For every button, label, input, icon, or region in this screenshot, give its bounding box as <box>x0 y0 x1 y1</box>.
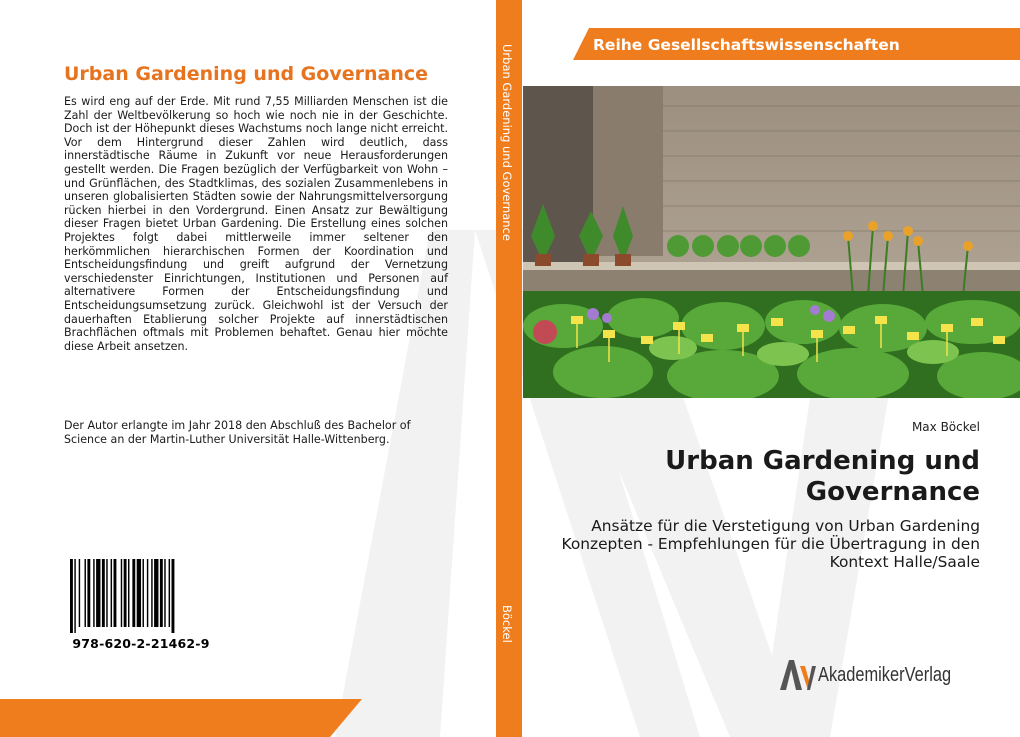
barcode-bar <box>147 559 148 627</box>
back-cover-orange-stripe <box>0 699 362 737</box>
barcode-bar <box>121 559 122 627</box>
akademikerverlag-logo-icon <box>780 660 816 690</box>
barcode-bar <box>87 559 90 627</box>
barcode-bar <box>124 559 127 627</box>
barcode-bar <box>114 559 117 627</box>
barcode-bar <box>74 559 75 633</box>
barcode-bar <box>160 559 163 627</box>
back-cover-title: Urban Gardening und Governance <box>64 63 428 85</box>
barcode-bar <box>93 559 94 627</box>
barcode-icon <box>70 559 212 633</box>
publisher-name: AkademikerVerlag <box>818 664 952 686</box>
barcode-bar <box>102 559 105 627</box>
front-cover-author: Max Böckel <box>911 420 980 434</box>
isbn-number: 978-620-2-21462-9 <box>72 636 210 651</box>
barcode-bar <box>96 559 100 627</box>
back-cover-blurb: Es wird eng auf der Erde. Mit rund 7,55 Milliarden Menschen ist die Zahl der Weltbevölkerung so hoch wie noch nie in der Geschichte. Doch ist der Höhepunkt dieses Wachstums noch lange nicht erreicht. Vor dem Hintergrund dieser Zahlen wird deutlich, dass innerstädtische Räume in Zukunft vor neue Herausforderungen gestellt werden. Die Fragen bezüglich der Verfügbarkeit von Wohn – und Grünflächen, des Stadtklimas, des sozialen Zusammenlebens in unseren globalisierten Städten sowie der Nahrungsmittelversorgung rücken hierbei in den Vordergrund. Einen Ansatz zur Bewältigung dieser Fragen bietet Urban Gardening. Die Erstellung eines solchen Projektes folgt dabei mittlerweile immer seltener den herkömmlichen hierarchischen Formen der Koordination und Entscheidungsfindung und greift aufgrund der Vernetzung verschiedenster Einrichtungen, Institutionen und Personen auf alternativere Formen der Entscheidungsfindung und Entscheidungsumsetzung zurück. Gleichwohl ist der Versuch der dauerhaften Etablierung solcher Projekte auf innerstädtischen Brachflächen oftmals mit Problemen behaftet. Genau hier möchte diese Arbeit ansetzen. <box>64 95 448 353</box>
barcode-bar <box>128 559 129 627</box>
publisher-logo <box>780 658 980 694</box>
barcode-bar <box>132 559 135 627</box>
barcode-bar <box>85 559 86 627</box>
spine-author: Böckel <box>500 605 514 643</box>
front-cover-title: Urban Gardening und Governance <box>665 446 980 507</box>
barcode-bar <box>172 559 175 633</box>
spine-title: Urban Gardening und Governance <box>500 44 514 241</box>
barcode-bar <box>79 559 80 627</box>
series-label: Reihe Gesellschaftswissenschaften <box>593 36 900 54</box>
barcode-bar <box>137 559 141 627</box>
barcode-bar <box>111 559 112 627</box>
barcode-bar <box>164 559 165 627</box>
author-bio: Der Autor erlangte im Jahr 2018 den Abschluß des Bachelor of Science an der Martin-Luther Universität Halle-Wittenberg. <box>64 419 411 446</box>
front-cover-subtitle: Ansätze für die Verstetigung von Urban Gardening Konzepten - Empfehlungen für die Übertragung in den Kontext Halle/Saale <box>561 517 980 571</box>
cover-photo-garden <box>523 86 1020 398</box>
barcode-bar <box>106 559 107 627</box>
barcode-bar <box>169 559 170 627</box>
barcode-bar <box>154 559 158 627</box>
barcode-bar <box>151 559 152 627</box>
barcode-bar <box>143 559 144 627</box>
barcode-bar <box>70 559 73 633</box>
